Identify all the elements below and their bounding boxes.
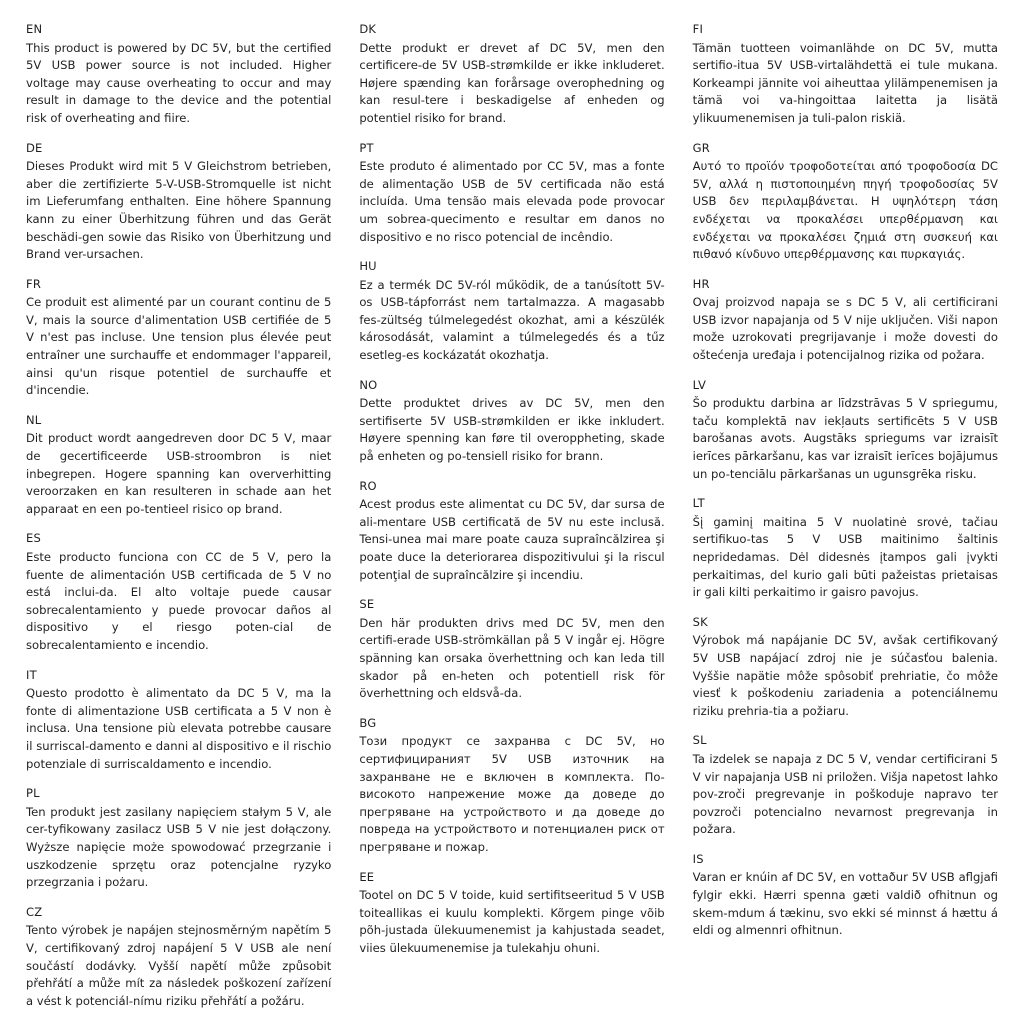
language-text: Questo prodotto è alimentato da DC 5 V, ma la fonte di alimentazione USB certificata a 5 V non è inclusa. Una tensione più elevata potrebbe causare il surriscal-damento e danni al dispositivo e il rischio potenziale di surriscaldamento e incendio. bbox=[26, 686, 332, 771]
language-text: Výrobok má napájanie DC 5V, avšak certifikovaný 5V USB napájací zdroj nie je súčasťou balenia. Vyššie napätie môže spôsobiť prehriatie, čo môže viesť k poškodeniu zariadenia a potenciálnemu riziku prehria-tia a požiaru. bbox=[692, 633, 998, 718]
language-code: PL bbox=[26, 786, 40, 801]
language-code: FI bbox=[692, 22, 704, 36]
language-entry bbox=[359, 22, 664, 128]
language-entry bbox=[26, 668, 331, 774]
language-entry bbox=[359, 716, 664, 857]
language-entry bbox=[26, 905, 331, 1011]
language-entry bbox=[26, 22, 331, 128]
language-code: CZ bbox=[26, 904, 43, 919]
language-code: DK bbox=[359, 22, 377, 36]
language-entry bbox=[693, 22, 998, 128]
language-entry bbox=[693, 141, 998, 264]
language-text: Este produto é alimentado por CC 5V, mas a fonte de alimentação USB de 5V certificada não está incluída. Uma tensão mais elevada pode provocar um sobrea-quecimento e resultar em danos no dispositivo e no risco potencial de incêndio. bbox=[359, 159, 665, 244]
language-text: Dette produktet drives av DC 5V, men den sertifiserte 5V USB-strømkilden er ikke inkludert. Høyere spenning kan føre til overoppheting, skade på enheten og po-tensiell risiko for brann. bbox=[359, 396, 665, 464]
language-code: LT bbox=[692, 496, 705, 511]
language-code: ES bbox=[26, 531, 41, 546]
language-text: Šo produktu darbina ar līdzstrāvas 5 V spriegumu, taču komplektā nav iekļauts sertificēts 5 V USB barošanas avots. Augstāks spriegums var izraisīt ierīces pārkaršanu, kas var izraisīt ierīces bojājumus un po-tenciālu pārkaršanas un ugunsgrēka risku. bbox=[692, 396, 998, 481]
language-text: Šį gaminį maitina 5 V nuolatinė srovė, tačiau sertifikuo-tas 5 V USB maitinimo šaltinis nepridedamas. Dėl didesnės įtampos gali įvykti perkaitimas, del kurio gali būti pažeistas prietaisas ir gali kilti perkaitimo ir gaisro pavojus. bbox=[692, 514, 998, 600]
language-code: PT bbox=[359, 140, 374, 155]
language-entry bbox=[359, 141, 664, 247]
language-text: Ovaj proizvod napaja se s DC 5 V, ali certificirani USB izvor napajanja od 5 V nije uključen. Viši napon može uzrokovati pregrijavanje i može dovesti do oštećenja uređaja i potencijalnog rizika od požara. bbox=[692, 295, 998, 363]
columns-container bbox=[26, 22, 998, 1014]
language-text: Den här produkten drivs med DC 5V, men den certifi-erade USB-strömkällan på 5 V ingår ej. Högre spänning kan orsaka överhettning och kan leda till skador på en-heten och potentiell risk för överhettning och eldsvå-da. bbox=[359, 615, 665, 701]
language-entry bbox=[359, 259, 664, 365]
language-text: Este producto funciona con CC de 5 V, pero la fuente de alimentación USB certificada de 5 V no está inclui-da. El alto voltaje puede causar sobrecalentamiento y puede provocar daños al dispositivo y el riesgo poten-cial de sobrecalentamiento e incendio. bbox=[26, 549, 332, 653]
language-entry bbox=[693, 277, 998, 365]
language-text: Ez a termék DC 5V-ról működik, de a tanúsított 5V-os USB-tápforrást nem tartalmazza. A magasabb fes-zültség túlmelegedést okozhat, ami a készülék károsodását, valamint a túlmelegedés és a tűz esetleg-es kockázatát okozhatja. bbox=[359, 277, 665, 363]
language-code: SL bbox=[692, 733, 707, 748]
language-entry bbox=[693, 615, 998, 721]
language-entry bbox=[693, 496, 998, 602]
language-code: EE bbox=[359, 869, 375, 884]
language-text: Tootel on DC 5 V toide, kuid sertifitseeritud 5 V USB toiteallikas ei kuulu komplekti. Kõrgem pinge võib põh-justada ülekuumenemist ja kahjustada seadet, viies ülekuumenemise ja tulekahju ohuni. bbox=[359, 888, 665, 955]
language-entry bbox=[693, 378, 998, 484]
column-3 bbox=[693, 22, 998, 953]
language-code: FR bbox=[26, 276, 42, 291]
language-text: Dette produkt er drevet af DC 5V, men den certificere-de 5V USB-strømkilde er ikke inkluderet. Højere spænding kan forårsage overophedning og kan resul-tere i beskadigelse af enheden og potentiel risiko for brand. bbox=[359, 40, 665, 125]
language-entry bbox=[359, 479, 664, 585]
language-code: HU bbox=[359, 259, 377, 274]
language-entry bbox=[26, 413, 331, 519]
language-code: IS bbox=[692, 851, 704, 866]
column-1 bbox=[26, 22, 331, 1023]
language-text: Acest produs este alimentat cu DC 5V, dar sursa de ali-mentare USB certificată de 5V nu este inclusă. Tensi-unea mai mare poate cauza supraîncălzirea şi poate duce la deteriorarea dispozitivului şi la riscul potenţial de supraîncălzire şi incendiu. bbox=[359, 497, 665, 582]
language-code: EN bbox=[26, 22, 43, 36]
language-code: RO bbox=[359, 478, 377, 493]
language-code: SK bbox=[692, 614, 708, 629]
language-entry bbox=[26, 277, 331, 400]
language-code: GR bbox=[692, 140, 710, 155]
language-code: BG bbox=[359, 715, 377, 730]
language-entry bbox=[26, 786, 331, 892]
language-entry bbox=[359, 597, 664, 703]
language-entry bbox=[359, 378, 664, 466]
language-code: IT bbox=[26, 667, 37, 682]
language-text: Varan er knúin af DC 5V, en vottaður 5V USB aflgjafi fylgir ekki. Hærri spenna gæti valdið ofhitnun og skem-mdum á tækinu, svo ekki sé minnst á hættu á eldi og almennri ofhitnun. bbox=[692, 870, 998, 938]
language-text: This product is powered by DC 5V, but the certified 5V USB power source is not included. Higher voltage may cause overheating to occur and may result in damage to the device and the potential risk of overheating and fiire. bbox=[26, 40, 332, 125]
language-entry bbox=[26, 531, 331, 654]
language-entry bbox=[359, 870, 664, 958]
language-entry bbox=[26, 141, 331, 264]
column-2 bbox=[359, 22, 664, 971]
language-code: LV bbox=[692, 377, 707, 392]
language-entry bbox=[693, 733, 998, 839]
language-entry bbox=[693, 852, 998, 940]
language-text: Ta izdelek se napaja z DC 5 V, vendar certificirani 5 V vir napajanja USB ni priložen. Višja napetost lahko pov-zroči pregrevanje in poškoduje napravo ter povzroči potencialno nevarnost pregrevanja in požara. bbox=[692, 751, 998, 837]
language-code: NL bbox=[26, 412, 42, 427]
language-text: Dit product wordt aangedreven door DC 5 V, maar de gecertificeerde USB-stroombron is niet inbegrepen. Hogere spanning kan oververhitting veroorzaken en kan resulteren in schade aan het apparaat en een po-tentieel risico op brand. bbox=[26, 431, 332, 516]
language-text: Tento výrobek je napájen stejnosměrným napětím 5 V, certifikovaný zdroj napájení 5 V USB ale není součástí dodávky. Vyšší napětí může způsobit přehřátí a může mít za následek poškození zařízení a vést k potenciál-nímu riziku přehřátí a požáru. bbox=[26, 923, 332, 1008]
language-text: Ten produkt jest zasilany napięciem stałym 5 V, ale cer-tyfikowany zasilacz USB 5 V nie jest dołączony. Wyższe napięcie może spowodować przegrzanie i uszkodzenie sprzętu oraz potencjalne ryzyko przegrzania i pożaru. bbox=[26, 804, 332, 890]
language-text: Този продукт се захранва с DC 5V, но сертифицираният 5V USB източник на захранване не е включен в комплекта. По-високото напрежение може да доведе до прегряване на устройството и да доведе до повреда на устройството и потенциален риск от прегряване и пожар. bbox=[359, 734, 665, 854]
language-code: SE bbox=[359, 597, 375, 612]
language-text: Ce produit est alimenté par un courant continu de 5 V, mais la source d'alimentation USB certifiée de 5 V n'est pas incluse. Une tension plus élevée peut entraîner une surchauffe et endommager l'appareil, ainsi qu'un risque potentiel de surchauffe et d'incendie. bbox=[26, 295, 332, 398]
language-text: Tämän tuotteen voimanlähde on DC 5V, mutta sertifio-itua 5V USB-virtalähdettä ei tule mukana. Korkeampi jännite voi aiheuttaa ylilämpenemisen ja tämä voi va-hingoittaa laitetta ja lisätä ylikuumenemisen ja tuli-palon riskiä. bbox=[692, 40, 998, 125]
language-text: Dieses Produkt wird mit 5 V Gleichstrom betrieben, aber die zertifizierte 5-V-USB-Stromquelle ist nicht im Lieferumfang enthalten. Eine höhere Spannung kann zu einer Überhitzung führen und das Gerät beschädi-gen sowie das Risiko von Überhitzung und Brand ver-ursachen. bbox=[26, 159, 332, 262]
language-code: DE bbox=[26, 140, 43, 155]
language-code: NO bbox=[359, 377, 378, 392]
language-code: HR bbox=[692, 276, 710, 291]
language-text: Αυτό το προϊόν τροφοδοτείται από τροφοδοσία DC 5V, αλλά η πιστοποιημένη πηγή τροφοδοσίας 5V USB δεν περιλαμβάνεται. Η υψηλότερη τάση ενδέχεται να προκαλέσει υπερθέρμανση και ενδέχεται να προκαλέσει ζημιά στη συσκευή και πιθανό κίνδυνο υπερθέρμανσης και πυρκαγιάς. bbox=[692, 159, 998, 262]
